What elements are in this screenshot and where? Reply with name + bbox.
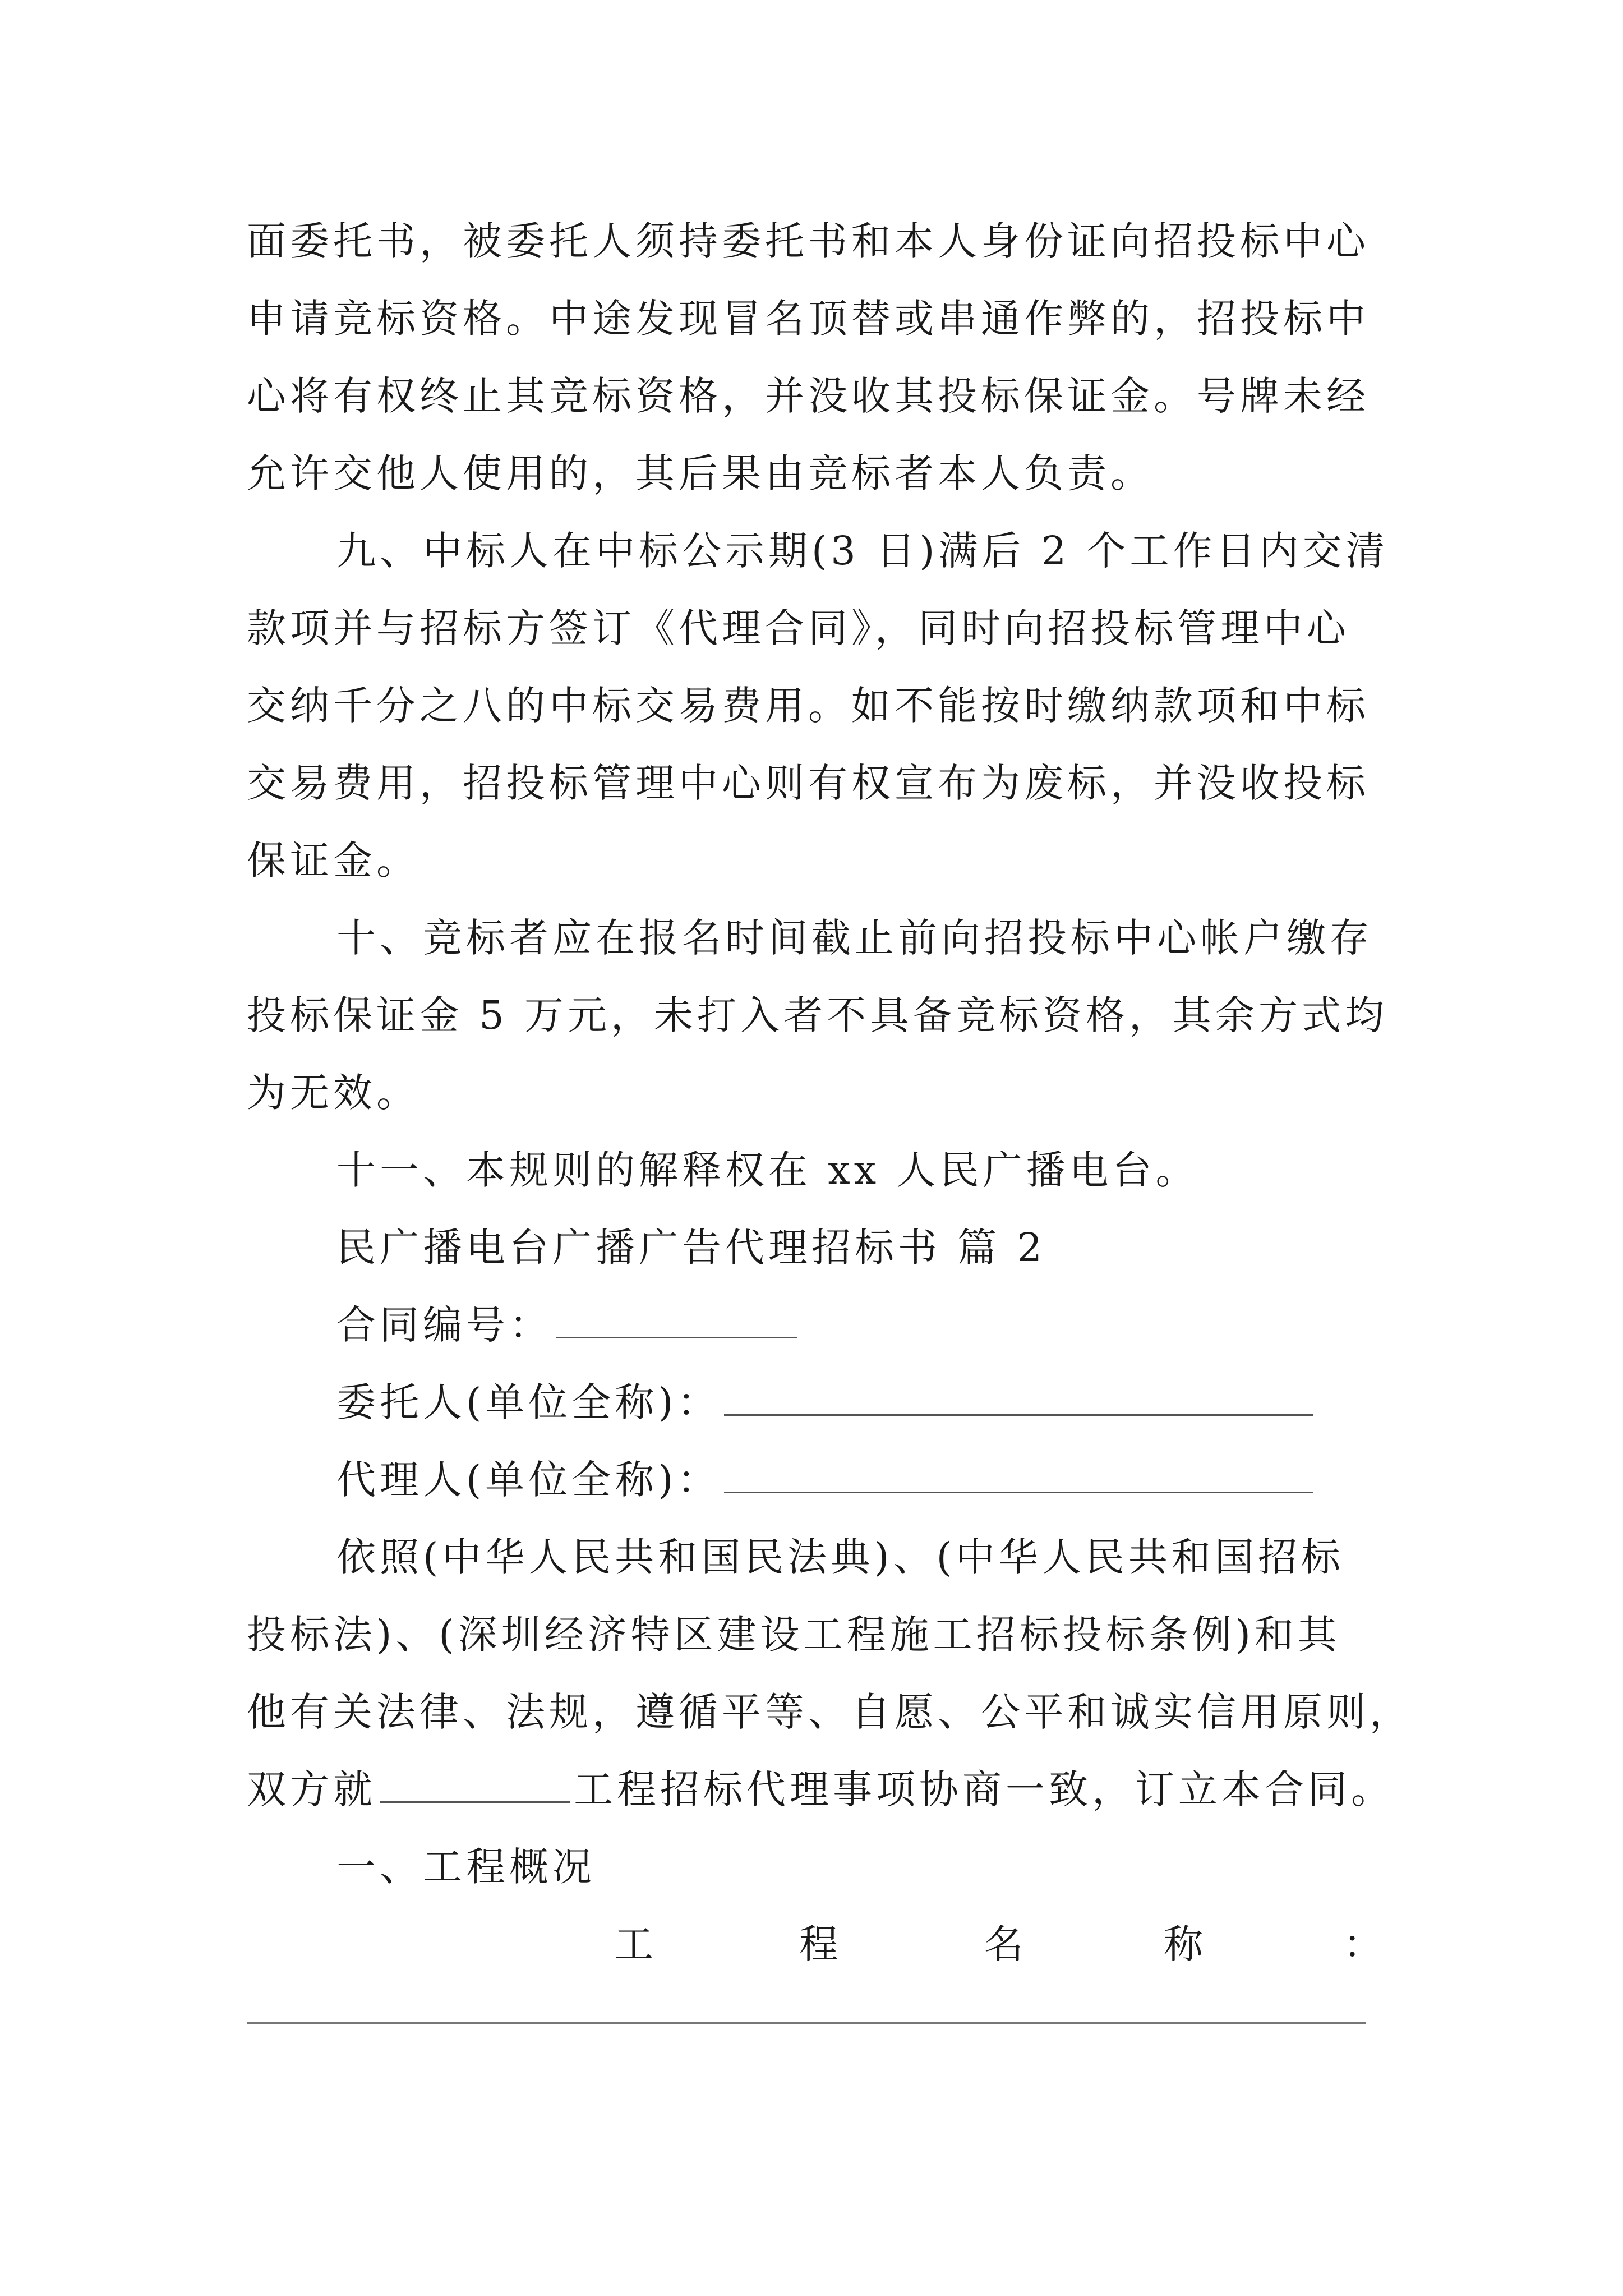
project-name-char: 名 (984, 1921, 1027, 1967)
principal-label: 委托人(单位全称)： (336, 1379, 721, 1425)
agent-name-field[interactable] (724, 1484, 1313, 1493)
project-name-char: 工 (614, 1921, 657, 1967)
clause-eleven-line: 十一、本规则的解释权在 xx 人民广播电台。 (336, 1147, 1199, 1193)
paragraph-line: 交纳千分之八的中标交易费用。如不能按时缴纳款项和中标 (247, 683, 1370, 729)
agent-row (336, 1446, 1486, 1513)
basis-suffix: 工程招标代理事项协商一致，订立本合同。 (574, 1766, 1394, 1812)
contract-number-field[interactable] (556, 1329, 797, 1338)
agent-label: 代理人(单位全称)： (336, 1457, 721, 1503)
paragraph-line: 为无效。 (247, 1070, 419, 1116)
contract-number-row (336, 1291, 1486, 1359)
project-name-row (0, 1911, 1623, 1978)
paragraph-line: 心将有权终止其竞标资格，并没收其投标保证金。号牌未经 (247, 373, 1370, 419)
paragraph-line: 允许交他人使用的，其后果由竞标者本人负责。 (247, 450, 1154, 496)
paragraph-line: 保证金。 (247, 838, 419, 884)
basis-line: 依照(中华人民共和国民法典)、(中华人民共和国招标 (336, 1534, 1344, 1580)
contract-number-label: 合同编号： (336, 1302, 552, 1348)
clause-nine-line: 九、中标人在中标公示期(3 日)满后 2 个工作日内交清 (336, 528, 1389, 574)
paragraph-line: 申请竞标资格。中途发现冒名顶替或串通作弊的，招投标中 (247, 296, 1370, 342)
paragraph-line: 面委托书，被委托人须持委托书和本人身份证向招投标中心 (247, 218, 1370, 264)
clause-ten-line: 十、竞标者应在报名时间截止前向招投标中心帐户缴存 (336, 915, 1373, 961)
basis-last-line (247, 1756, 1396, 1823)
paragraph-line: 交易费用，招投标管理中心则有权宣布为废标，并没收投标 (247, 760, 1370, 806)
project-name-char: 程 (799, 1921, 842, 1967)
project-name-colon: ： (1343, 1921, 1386, 1967)
paragraph-line: 投标保证金 5 万元，未打入者不具备竞标资格，其余方式均 (247, 992, 1389, 1038)
basis-prefix: 双方就 (247, 1766, 376, 1812)
project-name-char: 称 (1164, 1921, 1207, 1967)
project-name-field[interactable] (247, 2022, 1366, 2024)
basis-line: 他有关法律、法规，遵循平等、自愿、公平和诚实信用原则， (247, 1689, 1413, 1735)
paragraph-line: 款项并与招标方签订《代理合同》，同时向招投标管理中心 (247, 605, 1350, 651)
basis-line: 投标法)、(深圳经济特区建设工程施工招标投标条例)和其 (247, 1612, 1341, 1658)
section-heading: 民广播电台广播广告代理招标书 篇 2 (336, 1225, 1046, 1271)
project-blank-field[interactable] (380, 1793, 570, 1803)
section-one-heading: 一、工程概况 (336, 1844, 596, 1890)
principal-name-field[interactable] (724, 1406, 1313, 1416)
principal-row (336, 1369, 1486, 1436)
